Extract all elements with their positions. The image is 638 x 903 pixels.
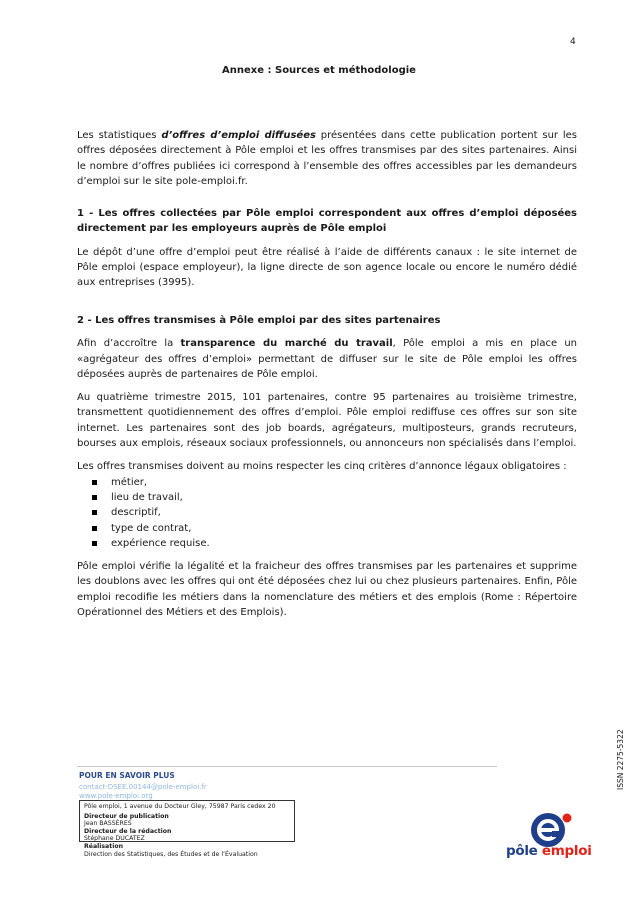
editor-name: Stéphane DUCATEZ [84,835,145,843]
production-label: Réalisation [84,842,123,850]
footer-website-link[interactable]: www.pole-emploi.org [79,792,153,800]
production-name: Direction des Statistiques, des Études et de l’Évaluation [84,850,258,858]
section-2-paragraph-2: Au quatrième trimestre 2015, 101 partenaires, contre 95 partenaires au troisième trimestre, transmettent quotidiennement des offres d’emploi. Pôle emploi rediffuse ces offres sur son site internet. Les partenaires sont des job boards, agrégateurs, multiposteurs, grands recruteurs, bourses aux emplois, réseaux sociaux professionnels, ou annonceurs non spécialisés dans l’emploi. [77,392,577,450]
issn-label: ISSN 2275-5322 [616,729,625,790]
list-item: lieu de travail, [77,490,577,505]
director-name: Jean BASSÈRES [84,820,132,828]
list-item: métier, [77,475,577,490]
section-1-text: Le dépôt d’une offre d’emploi peut être réalisé à l’aide de différents canaux : le site internet de Pôle emploi (espace employeur), la ligne directe de son agence locale ou encore le numéro dédié aux entreprises (3995). [77,246,577,289]
list-item: descriptif, [77,505,577,520]
footer-divider [77,766,497,767]
footer-email-link[interactable]: contact-DSEE.00144@pole-emploi.fr [79,783,207,791]
list-item: type de contrat, [77,521,577,536]
list-item: expérience requise. [77,536,577,551]
pole-emploi-logo-icon [508,808,598,868]
page-title: Annexe : Sources et méthodologie [222,65,416,76]
intro-paragraph: Les statistiques d’offres d’emploi diffusées présentées dans cette publication portent sur les offres déposées directement à Pôle emploi et les offres transmises par des sites partenaires. Ainsi le nombre d’offres publiées ici correspond à l’ensemble des offres accessibles par les demandeurs d’emploi sur le site pole-emploi.fr. [77,130,578,187]
section-2-paragraph-4: Pôle emploi vérifie la légalité et la fraicheur des offres transmises par les partenaires et supprime les doublons avec les offres qui ont été déposées chez lui ou chez plusieurs partenaires. Enfin, Pôle emploi recodifie les métiers dans la nomenclature des métiers et des emplois (Rome : Répertoire Opérationnel des Métiers et des Emplois). [77,561,577,619]
logo-wordmark: pôle emploi [506,843,592,859]
section-2-paragraph-1: Afin d’accroître la transparence du marché du travail, Pôle emploi a mis en place un «agrégateur des offres d’emploi» permettant de diffuser sur le site de Pôle emploi les offres déposées auprès de partenaires de Pôle emploi. [77,338,577,380]
section-2 [77,313,577,620]
publication-info-box [79,800,295,858]
criteria-list [77,475,577,551]
page-number: 4 [570,37,576,47]
director-label: Directeur de publication [84,812,169,820]
section-1 [77,206,577,290]
editor-label: Directeur de la rédaction [84,827,172,835]
section-1-heading: 1 - Les offres collectées par Pôle emploi correspondent aux offres d’emploi déposées directement par les employeurs auprès de Pôle emploi [77,208,577,235]
address: Pôle emploi, 1 avenue du Docteur Gley, 75987 Paris cedex 20 [84,803,276,810]
section-2-heading: 2 - Les offres transmises à Pôle emploi par des sites partenaires [77,315,441,326]
footer-heading: POUR EN SAVOIR PLUS [79,771,175,780]
section-2-paragraph-3: Les offres transmises doivent au moins respecter les cinq critères d’annonce légaux obligatoires : [77,461,567,473]
